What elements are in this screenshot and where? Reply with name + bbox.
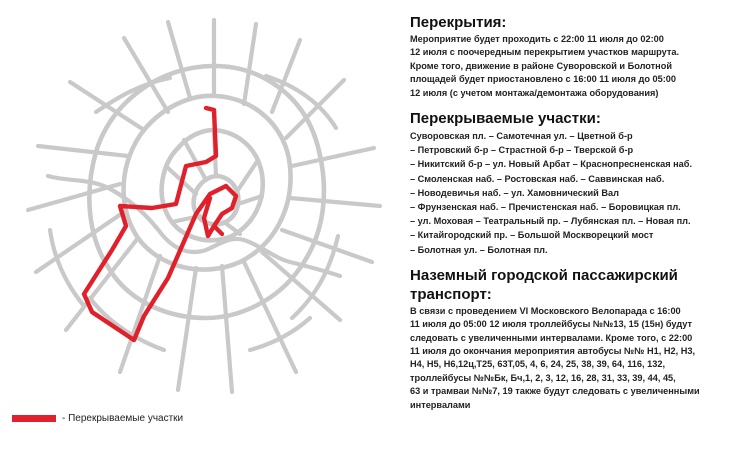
legend-swatch [12, 415, 56, 422]
street [224, 222, 240, 234]
radial-road [292, 148, 374, 166]
legend-label: - Перекрываемые участки [62, 412, 184, 424]
list-item: – Новодевичья наб. – ул. Хамовнический Вал [410, 187, 619, 198]
radial-road [36, 212, 124, 272]
list-item: – Болотная ул. – Болотная пл. [410, 244, 548, 255]
info-panel [410, 14, 722, 412]
radial-road [244, 262, 296, 372]
closures-line: 12 июля (с учетом монтажа/демонтажа оборудования) [410, 87, 659, 98]
transport-line: 11 июля до 05:00 12 июля троллейбусы №№13, 15 (15н) будут [410, 319, 692, 330]
radial-road [290, 198, 380, 206]
closures-line: 12 июля с поочередным перекрытием участков маршрута. [410, 47, 680, 58]
radial-road [28, 184, 120, 210]
radial-road [282, 230, 372, 262]
sections-title: Перекрываемые участки: [410, 110, 601, 128]
transport-line: следовать с увеличенными интервалами. Кроме того, с 22:00 [410, 332, 693, 343]
list-item: – ул. Моховая – Театральный пр. – Лубянская пл. – Новая пл. [410, 216, 691, 227]
transport-line: В связи с проведением VI Московского Велопарада с 16:00 [410, 305, 681, 316]
radial-road [178, 268, 196, 390]
list-item: – Китайгородский пр. – Большой Москворецкий мост [410, 230, 654, 241]
closures-line: площадей будет приостановлено с 16:00 11 июля до 05:00 [410, 74, 677, 85]
list-item: Суворовская пл. – Самотечная ул. – Цветной б-р [410, 131, 633, 142]
radial-road [244, 24, 256, 104]
closures-line: Кроме того, движение в районе Суворовской и Болотной [410, 60, 672, 71]
map-legend [12, 410, 183, 426]
garden-ring-road [124, 96, 291, 270]
radial-road [120, 256, 160, 372]
transport-title-continued: транспорт: [410, 285, 492, 303]
list-item: – Никитский б-р – ул. Новый Арбат – Краснопресненская наб. [410, 159, 692, 170]
sections-list [410, 129, 722, 257]
list-item: – Петровский б-р – Страстной б-р – Тверской б-р [410, 145, 634, 156]
street [238, 160, 258, 190]
transport-title: Наземный городской пассажирский [410, 266, 678, 284]
closures-title: Перекрытия: [410, 14, 507, 31]
list-item: – Смоленская наб. – Ростовская наб. – Саввинская наб. [410, 173, 665, 184]
transport-line: 11 июля до окончания мероприятия автобусы №№ Н1, Н2, Н3, [410, 346, 696, 357]
radial-road [222, 266, 232, 392]
closures-line: Мероприятие будет проходить с 22:00 11 июля до 02:00 [410, 34, 664, 44]
radial-road [168, 22, 190, 98]
transport-line: интервалами [410, 399, 471, 410]
list-item: – Фрунзенская наб. – Пречистенская наб. – Боровицкая пл. [410, 202, 681, 213]
radial-road [38, 146, 128, 156]
transport-line: троллейбусы №№Бк, Бч,1, 2, 3, 12, 16, 28, 31, 33, 39, 44, 45, [410, 372, 676, 383]
transport-line: Н4, Н5, Н6,12ц,Т25, 63Т,05, 4, 6, 24, 25, 38, 39, 64, 116, 132, [410, 359, 666, 370]
transport-line: 63 и трамваи №№7, 19 также будут следовать с увеличенными [410, 386, 700, 397]
street [184, 140, 206, 180]
